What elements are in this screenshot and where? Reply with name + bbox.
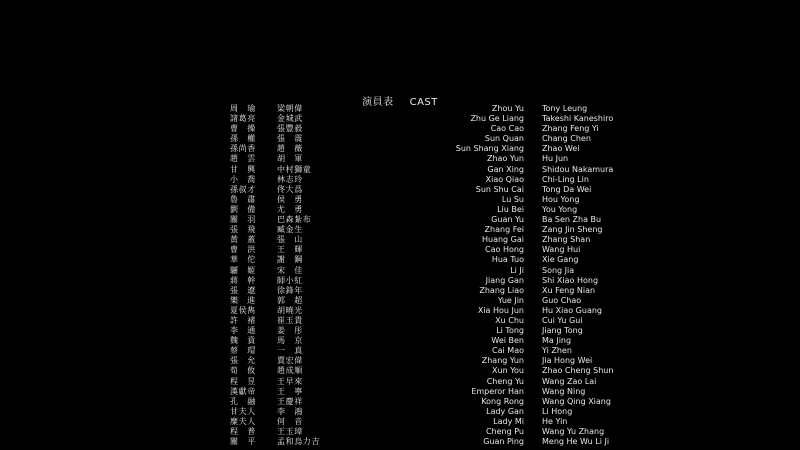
role-chinese: 張 飛 [230,225,256,235]
role-english: Sun Shang Xiang [455,144,524,154]
cast-row [0,225,800,235]
actor-chinese: 金城武 [277,114,303,124]
cast-row [0,195,800,205]
role-chinese: 魯 肅 [230,194,256,204]
role-chinese: 曹 操 [230,124,256,134]
actor-english: Song Jia [542,265,575,275]
actor-english: Jia Hong Wei [542,356,593,366]
role-chinese: 糜夫人 [230,416,256,426]
actor-chinese: 郭 超 [277,295,303,305]
role-chinese: 蔡 瑁 [230,346,256,356]
cast-heading-english: CAST [409,97,438,108]
actor-english: Shi Xiao Hong [542,275,599,285]
role-english: Xia Hou Jun [477,305,524,315]
actor-english: Takeshi Kaneshiro [542,114,614,124]
role-chinese: 驪 姬 [230,265,256,275]
cast-row [0,134,800,144]
role-english: Xu Chu [495,315,524,325]
role-english: Jiang Gan [485,275,524,285]
actor-chinese: 林志玲 [277,174,303,184]
cast-row [0,437,800,447]
cast-row [0,165,800,175]
actor-chinese: 孟和烏力吉 [277,437,320,447]
role-chinese: 周 瑜 [230,104,256,113]
role-english: Xun You [492,366,524,376]
role-chinese: 曹 洪 [230,245,256,255]
actor-chinese: 張豐毅 [277,124,303,134]
role-chinese: 李 通 [230,326,256,336]
actor-chinese: 宋 佳 [277,265,303,275]
role-chinese: 關 平 [230,437,256,447]
role-english: Sun Quan [484,134,524,144]
role-chinese: 小 喬 [230,174,256,184]
actor-chinese: 梁朝偉 [277,104,303,113]
cast-row [0,154,800,164]
role-english: Zhang Yun [481,356,524,366]
cast-row [0,387,800,397]
role-english: Cheng Pu [485,427,524,436]
cast-row [0,215,800,225]
actor-english: Xie Gang [542,255,579,265]
role-chinese: 關 羽 [230,215,256,225]
actor-chinese: 胡曉光 [277,305,303,315]
role-english: Xiao Qiao [485,174,524,184]
actor-chinese: 何 音 [277,416,303,426]
actor-chinese: 謝 鋼 [277,255,303,265]
actor-english: Tony Leung [542,104,588,113]
role-english: Li Tong [496,326,524,336]
role-english: Yue Jin [497,295,524,305]
actor-english: Hu Xiao Guang [542,305,602,315]
role-chinese: 荀 攸 [230,366,256,376]
actor-english: Wang Zao Lai [542,376,597,386]
role-english: Huang Gai [481,235,524,245]
role-chinese: 程 昱 [230,376,256,386]
role-chinese: 夏侯雋 [230,305,256,315]
role-english: Zhu Ge Liang [470,114,524,124]
cast-row [0,346,800,356]
actor-chinese: 王慶祥 [277,396,303,406]
actor-chinese: 巴森紮布 [277,215,312,225]
actor-chinese: 佟大爲 [277,184,303,194]
role-english: Li Ji [510,265,524,275]
cast-row [0,144,800,154]
cast-list [0,104,800,447]
role-english: Wei Ben [491,336,524,346]
role-english: Lu Su [501,194,524,204]
actor-chinese: 賈宏偉 [277,356,303,366]
actor-chinese: 崔玉貴 [277,315,303,325]
actor-chinese: 臧金生 [277,225,303,235]
role-english: Emperor Han [471,386,524,396]
role-english: Zhou Yu [491,104,524,113]
actor-english: Hou Yong [542,194,580,204]
role-english: Kong Rong [481,396,524,406]
cast-row [0,356,800,366]
cast-row [0,366,800,376]
cast-row [0,124,800,134]
role-chinese: 蔣 幹 [230,275,256,285]
cast-row [0,245,800,255]
cast-row [0,306,800,316]
actor-chinese: 李 鴻 [277,406,303,416]
role-english: Gan Xing [487,164,524,174]
role-chinese: 孫叔才 [230,184,256,194]
role-chinese: 魏 賁 [230,336,256,346]
cast-row [0,276,800,286]
actor-english: Chi-Ling Lin [542,174,589,184]
role-english: Lady Mi [493,416,524,426]
actor-english: He Yin [542,416,568,426]
cast-row [0,397,800,407]
actor-english: Jiang Tong [542,326,583,336]
role-english: Sun Shu Cai [475,184,524,194]
role-english: Cai Mao [492,346,524,356]
cast-row [0,175,800,185]
actor-english: Wang Qing Xiang [542,396,611,406]
role-english: Cao Hong [485,245,524,255]
role-chinese: 諸葛亮 [230,114,256,124]
actor-chinese: 王玉璋 [277,427,303,436]
actor-english: Cui Yu Gui [542,315,583,325]
actor-chinese: 中村獅童 [277,164,312,174]
cast-row [0,205,800,215]
cast-row [0,235,800,245]
cast-row [0,286,800,296]
actor-english: Yi Zhen [542,346,572,356]
cast-row [0,326,800,336]
role-chinese: 甘夫人 [230,406,256,416]
cast-row [0,407,800,417]
actor-chinese: 趙 薇 [277,144,303,154]
cast-row [0,427,800,437]
cast-row [0,266,800,276]
role-chinese: 孫尚香 [230,144,256,154]
actor-chinese: 侯 勇 [277,194,303,204]
actor-english: Hu Jun [542,154,569,164]
role-chinese: 張 遼 [230,285,256,295]
actor-chinese: 王 輝 [277,245,303,255]
role-chinese: 漢獻帝 [230,386,256,396]
role-chinese: 孔 融 [230,396,256,406]
cast-row [0,377,800,387]
role-english: Guan Ping [483,437,524,447]
actor-chinese: 胡 軍 [277,154,303,164]
actor-english: Meng He Wu Li Ji [542,437,610,447]
cast-row [0,185,800,195]
cast-row [0,104,800,114]
actor-english: Zhang Shan [542,235,591,245]
actor-english: Zhang Feng Yi [542,124,599,134]
role-english: Liu Bei [497,204,524,214]
role-chinese: 趙 雲 [230,154,256,164]
actor-english: Li Hong [542,406,573,416]
actor-english: Wang Ning [542,386,586,396]
actor-chinese: 尤 勇 [277,204,303,214]
actor-english: Xu Feng Nian [542,285,596,295]
actor-english: Ma Jing [542,336,572,346]
actor-english: Ba Sen Zha Bu [542,215,602,225]
actor-english: Wang Yu Zhang [542,427,605,436]
actor-chinese: 張 震 [277,134,303,144]
role-chinese: 劉 備 [230,204,256,214]
cast-row [0,255,800,265]
actor-chinese: 一 真 [277,346,303,356]
role-chinese: 張 允 [230,356,256,366]
role-english: Cao Cao [490,124,524,134]
role-english: Hua Tuo [491,255,524,265]
role-chinese: 樂 進 [230,295,256,305]
role-english: Guan Yu [491,215,524,225]
actor-english: Zang Jin Sheng [542,225,603,235]
cast-heading-chinese: 演員表 [362,97,394,108]
role-english: Zhang Liao [479,285,524,295]
role-chinese: 程 普 [230,427,256,436]
role-english: Lady Gan [486,406,524,416]
role-chinese: 黃 蓋 [230,235,256,245]
actor-english: Shidou Nakamura [542,164,614,174]
actor-chinese: 師小紅 [277,275,303,285]
actor-english: Zhao Cheng Shun [542,366,614,376]
actor-english: Wang Hui [542,245,581,255]
actor-chinese: 徐鋒年 [277,285,303,295]
actor-english: Chang Chen [542,134,591,144]
role-english: Zhang Fei [484,225,524,235]
actor-english: You Yong [542,204,578,214]
actor-chinese: 王 寧 [277,386,303,396]
actor-english: Guo Chao [542,295,582,305]
actor-chinese: 姜 彤 [277,326,303,336]
role-english: Zhao Yun [487,154,524,164]
role-chinese: 甘 興 [230,164,256,174]
role-chinese: 華 佗 [230,255,256,265]
actor-english: Zhao Wei [542,144,580,154]
cast-row [0,336,800,346]
actor-chinese: 馬 京 [277,336,303,346]
role-chinese: 許 褚 [230,315,256,325]
actor-english: Tong Da Wei [542,184,592,194]
cast-row [0,114,800,124]
cast-row [0,296,800,306]
actor-chinese: 張 山 [277,235,303,245]
actor-chinese: 趙成順 [277,366,303,376]
role-english: Cheng Yu [486,376,524,386]
cast-row [0,417,800,427]
cast-row [0,316,800,326]
actor-chinese: 王早來 [277,376,303,386]
role-chinese: 孫 權 [230,134,256,144]
